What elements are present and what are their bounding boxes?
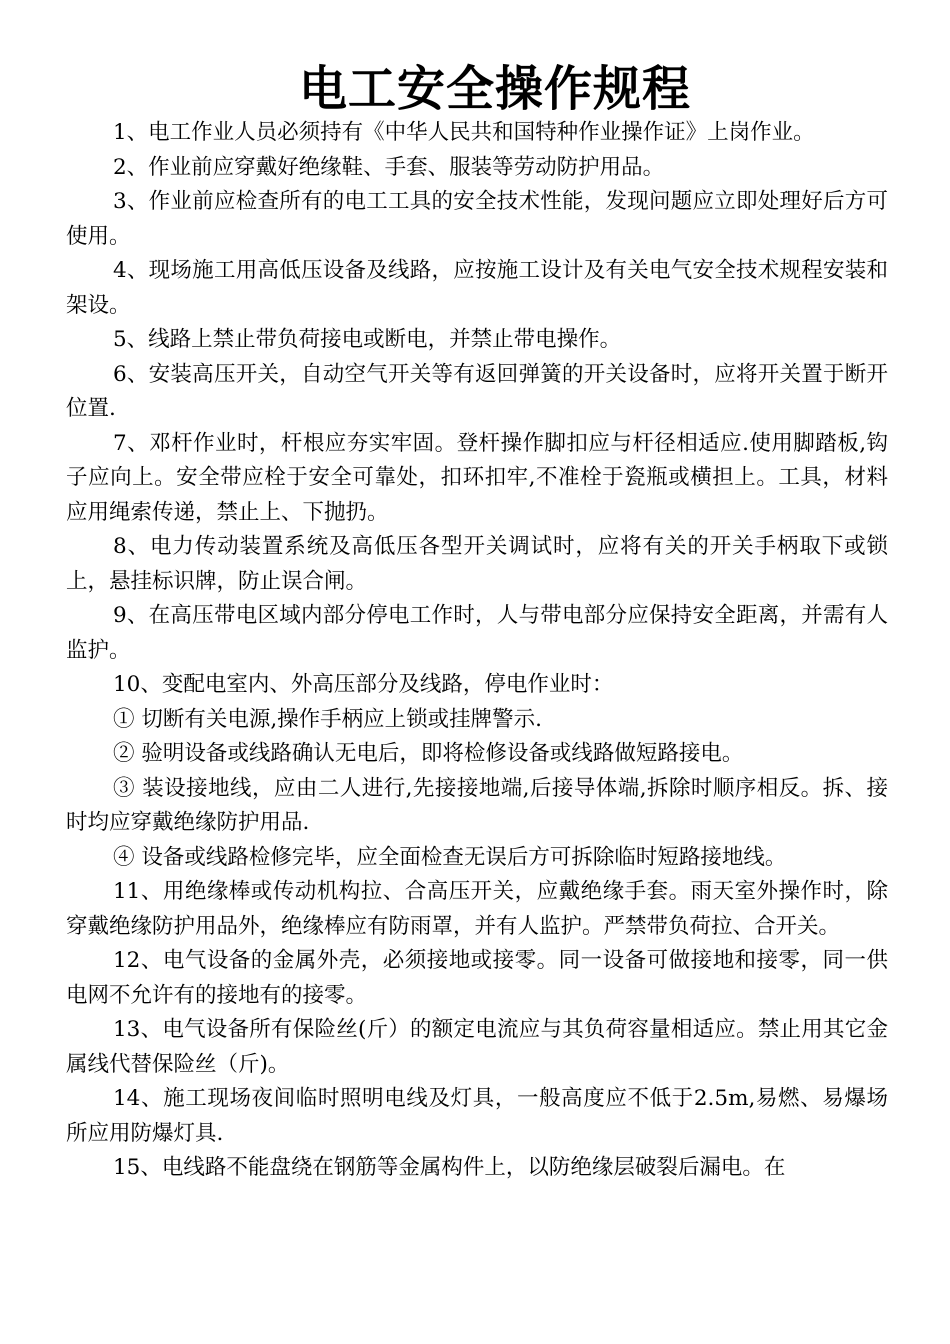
rule-subitem-3: ③ 装设接地线，应由二人进行,先接接地端,后接导体端,拆除时顺序相反。拆、接时均应穿戴绝缘防护用品.	[66, 775, 888, 835]
rule-paragraph-9: 9、在高压带电区域内部分停电工作时，人与带电部分应保持安全距离，并需有人监护。	[66, 603, 888, 663]
rule-paragraph-10: 10、变配电室内、外高压部分及线路，停电作业时：	[113, 672, 614, 697]
rule-paragraph-15: 15、电线路不能盘绕在钢筋等金属构件上，以防绝缘层破裂后漏电。在	[113, 1155, 786, 1180]
rule-paragraph-3: 3、作业前应检查所有的电工工具的安全技术性能，发现问题应立即处理好后方可使用。	[66, 189, 888, 249]
rule-subitem-4: ④ 设备或线路检修完毕，应全面检查无误后方可拆除临时短路接地线。	[113, 844, 787, 870]
rule-paragraph-12: 12、电气设备的金属外壳，必须接地或接零。同一设备可做接地和接零，同一供电网不允许有的接地有的接零。	[66, 948, 888, 1008]
page-title: 电工安全操作规程	[298, 61, 691, 117]
rule-paragraph-11: 11、用绝缘棒或传动机构拉、合高压开关，应戴绝缘手套。雨天室外操作时，除穿戴绝缘防护用品外，绝缘棒应有防雨罩，并有人监护。严禁带负荷拉、合开关。	[66, 879, 888, 939]
rule-subitem-1: ① 切断有关电源,操作手柄应上锁或挂牌警示.	[113, 706, 543, 732]
rule-paragraph-8: 8、电力传动装置系统及高低压各型开关调试时，应将有关的开关手柄取下或锁上，悬挂标识牌，防止误合闸。	[66, 534, 888, 594]
document-body	[66, 116, 888, 1186]
rule-paragraph-13: 13、电气设备所有保险丝(斤）的额定电流应与其负荷容量相适应。禁止用其它金属线代替保险丝（斤)。	[66, 1017, 888, 1077]
rule-paragraph-6: 6、安装高压开关，自动空气开关等有返回弹簧的开关设备时，应将开关置于断开位置.	[66, 361, 888, 421]
rule-paragraph-2: 2、作业前应穿戴好绝缘鞋、手套、服装等劳动防护用品。	[113, 154, 665, 180]
rule-paragraph-5: 5、线路上禁止带负荷接电或断电，并禁止带电操作。	[113, 327, 622, 352]
rule-paragraph-14: 14、施工现场夜间临时照明电线及灯具，一般高度应不低于2.5m,易燃、易爆场所应用防爆灯具.	[66, 1086, 888, 1146]
rule-subitem-2: ② 验明设备或线路确认无电后，即将检修设备或线路做短路接电。	[113, 741, 744, 766]
rule-paragraph-7: 7、邓杆作业时，杆根应夯实牢固。登杆操作脚扣应与杆径相适应.使用脚踏板,钩子应向上。安全带应栓于安全可靠处，扣环扣牢,不准栓于瓷瓶或横担上。工具，材料应用绳索传递，禁止上、下抛扔。	[66, 430, 888, 525]
rule-paragraph-1: 1、电工作业人员必须持有《中华人民共和国特种作业操作证》上岗作业。	[113, 120, 815, 145]
rule-paragraph-4: 4、现场施工用高低压设备及线路，应按施工设计及有关电气安全技术规程安装和架设。	[66, 258, 888, 318]
